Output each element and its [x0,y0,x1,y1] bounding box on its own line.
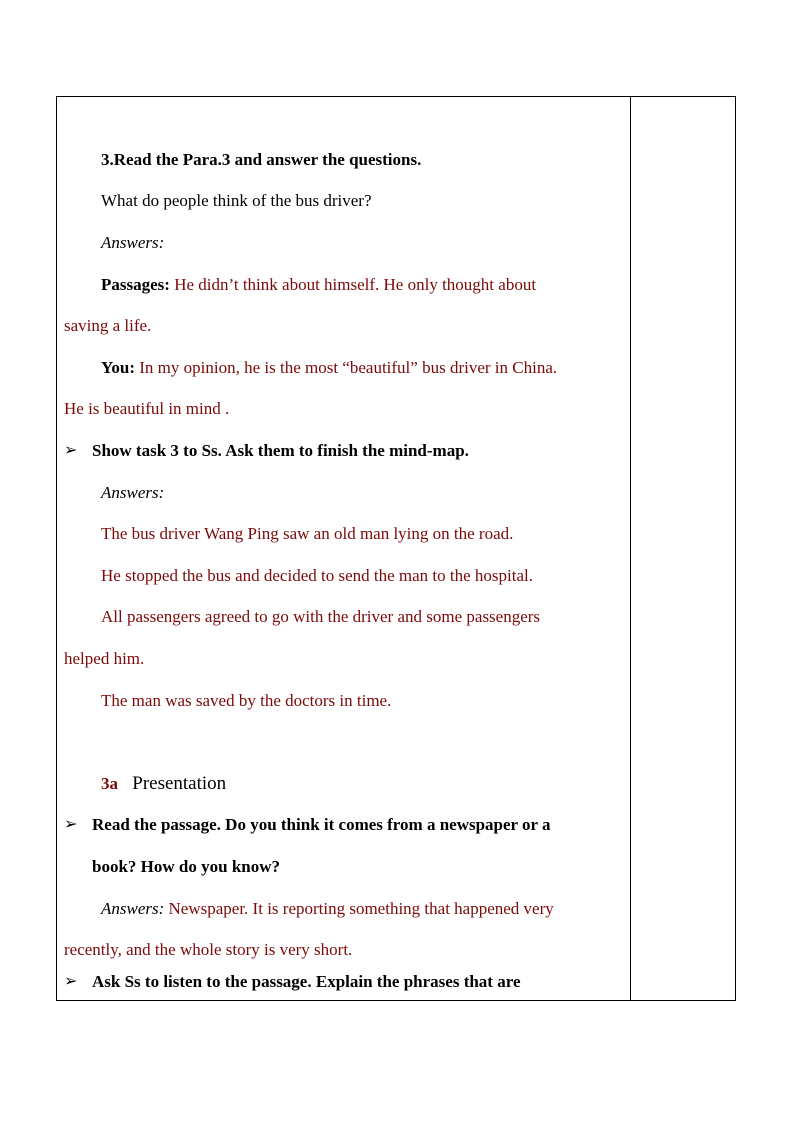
you-text-cont: He is beautiful in mind . [64,399,230,418]
section-number: 3a [101,774,118,793]
section-3a-heading [101,774,226,794]
mindmap-answer: All passengers agreed to go with the driver and some passengers [101,607,541,626]
answers-label: Answers: [101,483,165,502]
mindmap-answer: He stopped the bus and decided to send the man to the hospital. [101,566,533,585]
you-label: You: [101,358,136,377]
answer-text: Newspaper. It is reporting something that happened very [168,899,554,918]
question-text: What do people think of the bus driver? [101,191,372,210]
mindmap-answer: helped him. [64,649,145,668]
answer-line [101,899,554,919]
passages-label: Passages: [101,275,170,294]
table-column-divider [630,96,631,1001]
mindmap-answer: The bus driver Wang Ping saw an old man lying on the road. [101,524,514,543]
answers-label: Answers: [101,233,165,252]
mindmap-answer: The man was saved by the doctors in time. [101,691,392,710]
you-line [101,358,557,378]
passages-line [101,275,536,295]
arrow-bullet-icon: ➢ [64,816,78,833]
passages-text-cont: saving a life. [64,316,152,335]
bullet1-text-cont: book? How do you know? [92,857,281,876]
task3-instruction: Show task 3 to Ss. Ask them to finish the mind-map. [92,441,469,460]
arrow-bullet-icon: ➢ [64,442,78,459]
bullet2-text: Ask Ss to listen to the passage. Explain the phrases that are [92,972,521,991]
arrow-bullet-icon: ➢ [64,973,78,990]
answer-text-cont: recently, and the whole story is very short. [64,940,353,959]
answers-label: Answers: [101,899,165,918]
section-heading: 3.Read the Para.3 and answer the questions. [101,150,422,169]
bullet1-text: Read the passage. Do you think it comes from a newspaper or a [92,815,551,834]
passages-text: He didn’t think about himself. He only thought about [174,275,537,294]
you-text: In my opinion, he is the most “beautiful” bus driver in China. [139,358,558,377]
section-title: Presentation [132,773,227,794]
